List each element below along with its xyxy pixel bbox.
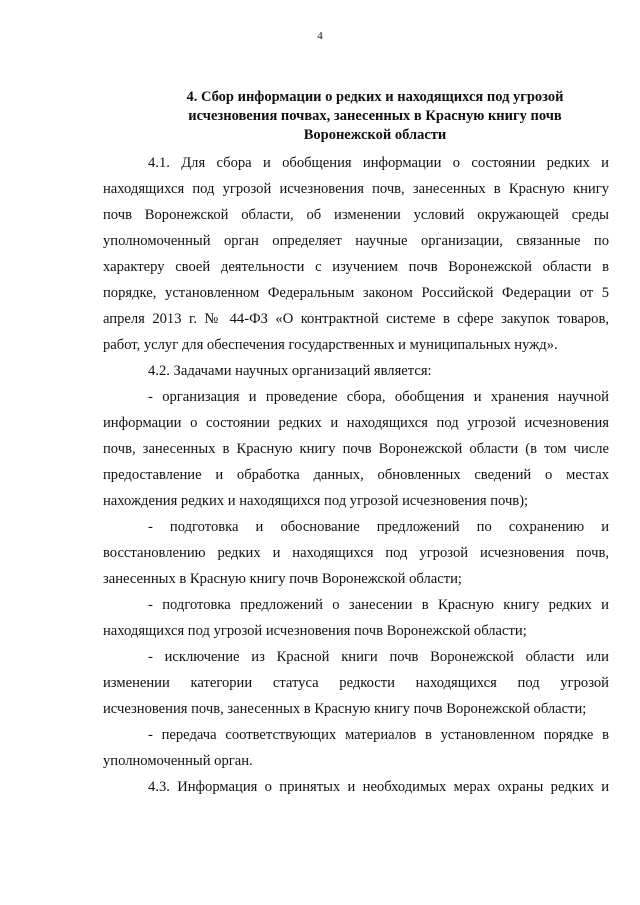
heading-line: исчезновения почвах, занесенных в Красную книгу почв xyxy=(188,108,562,124)
paragraph-line: предоставление и обработка данных, обновленных сведений о местах xyxy=(103,467,609,483)
paragraph-line: занесенных в Красную книгу почв Воронежской области; xyxy=(103,571,462,587)
paragraph-line: апреля 2013 г. № 44-ФЗ «О контрактной системе в сфере закупок товаров, xyxy=(103,311,609,327)
paragraph-line: уполномоченный орган определяет научные организации, связанные по xyxy=(103,233,609,249)
paragraph-line: - исключение из Красной книги почв Воронежской области или xyxy=(148,649,609,665)
paragraph xyxy=(103,514,609,592)
paragraph-line: уполномоченный орган. xyxy=(103,753,253,769)
paragraph xyxy=(103,774,609,800)
paragraph-line: - передача соответствующих материалов в установленном порядке в xyxy=(148,727,609,743)
paragraph xyxy=(103,592,609,644)
paragraph-line: исчезновения почв, занесенных в Красную книгу почв Воронежской области; xyxy=(103,701,587,717)
paragraph xyxy=(103,150,609,358)
paragraph-line: характеру своей деятельности с изучением почв Воронежской области в xyxy=(103,259,609,275)
paragraph-line: порядке, установленном Федеральным законом Российской Федерации от 5 xyxy=(103,285,609,301)
document-body xyxy=(103,150,609,800)
paragraph-line: нахождения редких и находящихся под угрозой исчезновения почв); xyxy=(103,493,529,509)
section-heading xyxy=(150,88,600,145)
paragraph-line: - подготовка предложений о занесении в Красную книгу редких и xyxy=(148,597,609,613)
page-number: 4 xyxy=(317,30,323,42)
paragraph-line: изменении категории статуса редкости находящихся под угрозой xyxy=(103,675,609,691)
paragraph-line: 4.3. Информация о принятых и необходимых мерах охраны редких и xyxy=(148,779,609,795)
paragraph-line: восстановлению редких и находящихся под угрозой исчезновения почв, xyxy=(103,545,609,561)
paragraph-line: находящихся под угрозой исчезновения почв Воронежской области; xyxy=(103,623,527,639)
paragraph xyxy=(103,644,609,722)
heading-line: Воронежской области xyxy=(303,127,447,143)
paragraph xyxy=(103,384,609,514)
paragraph-line: почв Воронежской области, об изменении условий окружающей среды xyxy=(103,207,609,223)
paragraph-line: - организация и проведение сбора, обобщения и хранения научной xyxy=(148,389,609,405)
paragraph-line: 4.2. Задачами научных организаций является: xyxy=(148,363,432,379)
paragraph-line: информации о состоянии редких и находящихся под угрозой исчезновения xyxy=(103,415,609,431)
heading-line: 4. Сбор информации о редких и находящихся под угрозой xyxy=(186,89,564,105)
paragraph-line: работ, услуг для обеспечения государственных и муниципальных нужд». xyxy=(103,337,558,353)
paragraph-line: почв, занесенных в Красную книгу почв Воронежской области (в том числе xyxy=(103,441,609,457)
paragraph xyxy=(103,722,609,774)
paragraph-line: находящихся под угрозой исчезновения почв, занесенных в Красную книгу xyxy=(103,181,609,197)
paragraph xyxy=(103,358,609,384)
paragraph-line: 4.1. Для сбора и обобщения информации о состоянии редких и xyxy=(148,155,609,171)
paragraph-line: - подготовка и обоснование предложений по сохранению и xyxy=(148,519,609,535)
